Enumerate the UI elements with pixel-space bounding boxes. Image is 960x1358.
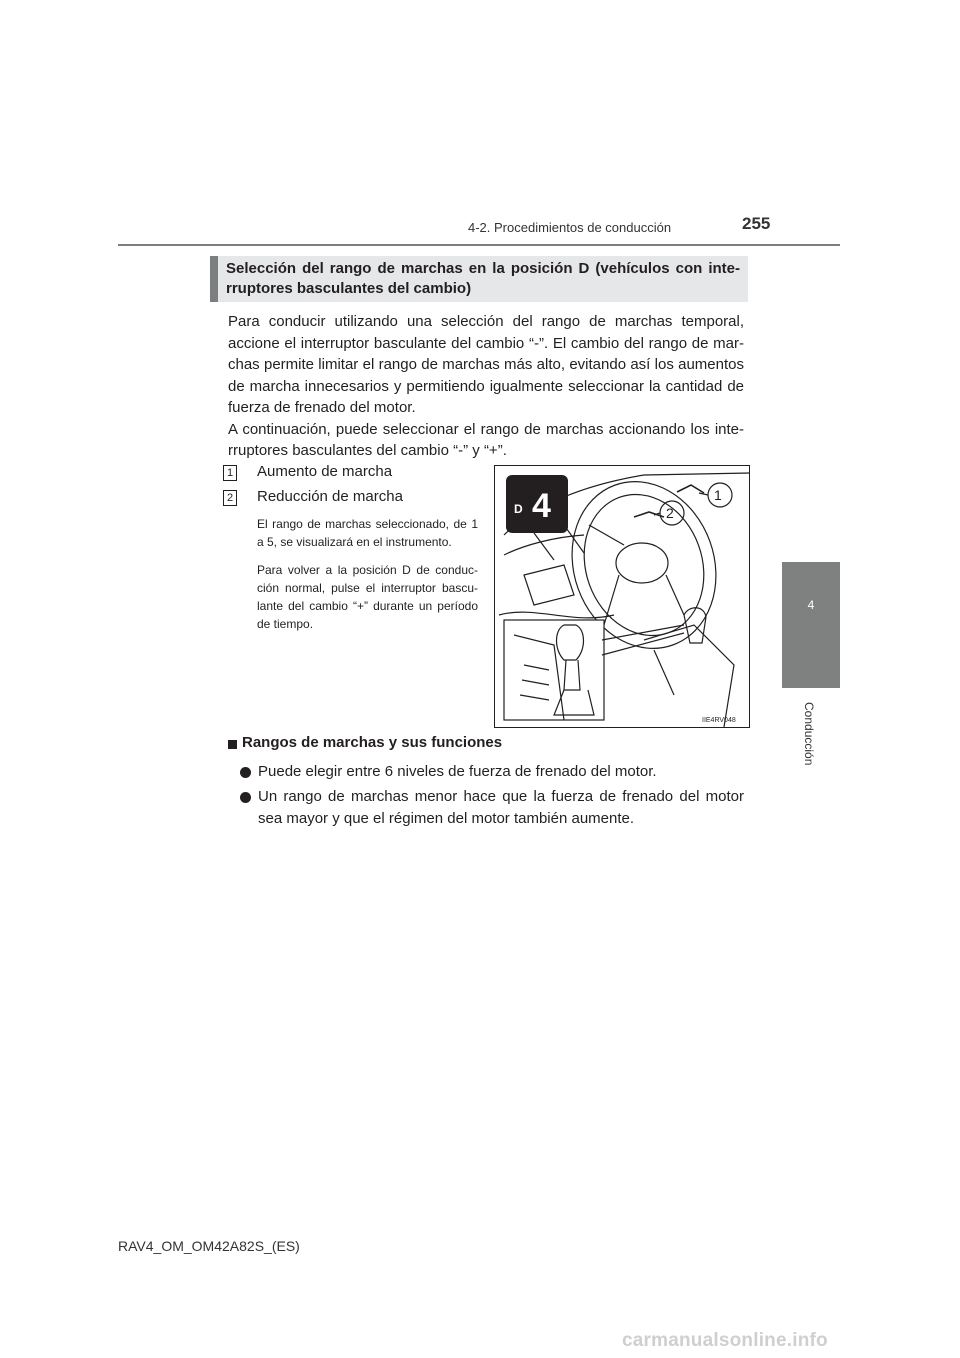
section-title: 4-2. Procedimientos de conducción bbox=[468, 220, 672, 235]
item-label-downshift: Reducción de marcha bbox=[257, 488, 403, 505]
display-gear-digit: 4 bbox=[532, 487, 551, 525]
note-return-d: Para volver a la posición D de conduc-ción normal, pulse el interruptor bascu-lante del cambio “+” durante un período de tiempo. bbox=[257, 563, 478, 631]
subsection-title: Rangos de marchas y sus funciones bbox=[242, 734, 503, 751]
shift-paddle-illustration bbox=[494, 465, 750, 728]
subsection-marker bbox=[228, 740, 237, 749]
paragraph-1: Para conducir utilizando una selección del rango de marchas temporal, accione el interruptor basculante del cambio “-”. El cambio del rango de mar-chas permite limitar el rango de marchas más alto, evitando así los aumentos de marcha innecesarios y permitiendo igualmente seleccionar la cantidad de fuerza de frenado del motor. bbox=[228, 313, 744, 416]
bullet-text-1: Puede elegir entre 6 niveles de fuerza de frenado del motor. bbox=[258, 763, 657, 780]
header-divider bbox=[118, 244, 840, 246]
display-gear-letter: D bbox=[514, 502, 523, 516]
bullet-dot bbox=[240, 792, 251, 803]
item-label-upshift: Aumento de marcha bbox=[257, 463, 393, 480]
callout-downshift: 2 bbox=[666, 505, 674, 521]
bullet-dot bbox=[240, 767, 251, 778]
chapter-label: Conducción bbox=[802, 702, 816, 766]
chapter-tab bbox=[782, 562, 840, 688]
chapter-number: 4 bbox=[807, 598, 815, 612]
paragraph-2: A continuación, puede seleccionar el rango de marchas accionando los inte-rruptores basculantes del cambio “-” y “+”. bbox=[228, 420, 744, 459]
body-text bbox=[228, 311, 744, 462]
callout-upshift: 1 bbox=[714, 487, 722, 503]
bullet-text-2: Un rango de marchas menor hace que la fuerza de frenado del motor sea mayor y que el régimen del motor también aumente. bbox=[258, 788, 744, 827]
watermark: carmanualsonline.info bbox=[622, 1330, 828, 1351]
section-heading: Selección del rango de marchas en la posición D (vehículos con inte-rruptores basculantes del cambio) bbox=[210, 256, 748, 302]
page-number: 255 bbox=[742, 214, 771, 233]
document-code: RAV4_OM_OM42A82S_(ES) bbox=[118, 1238, 300, 1254]
item-number-1: 1 bbox=[223, 465, 237, 481]
note-gear-range: El rango de marchas seleccionado, de 1 a 5, se visualizará en el instrumento. bbox=[257, 517, 478, 549]
item-number-2: 2 bbox=[223, 490, 237, 506]
figure-code: IIE4RV048 bbox=[702, 717, 736, 724]
